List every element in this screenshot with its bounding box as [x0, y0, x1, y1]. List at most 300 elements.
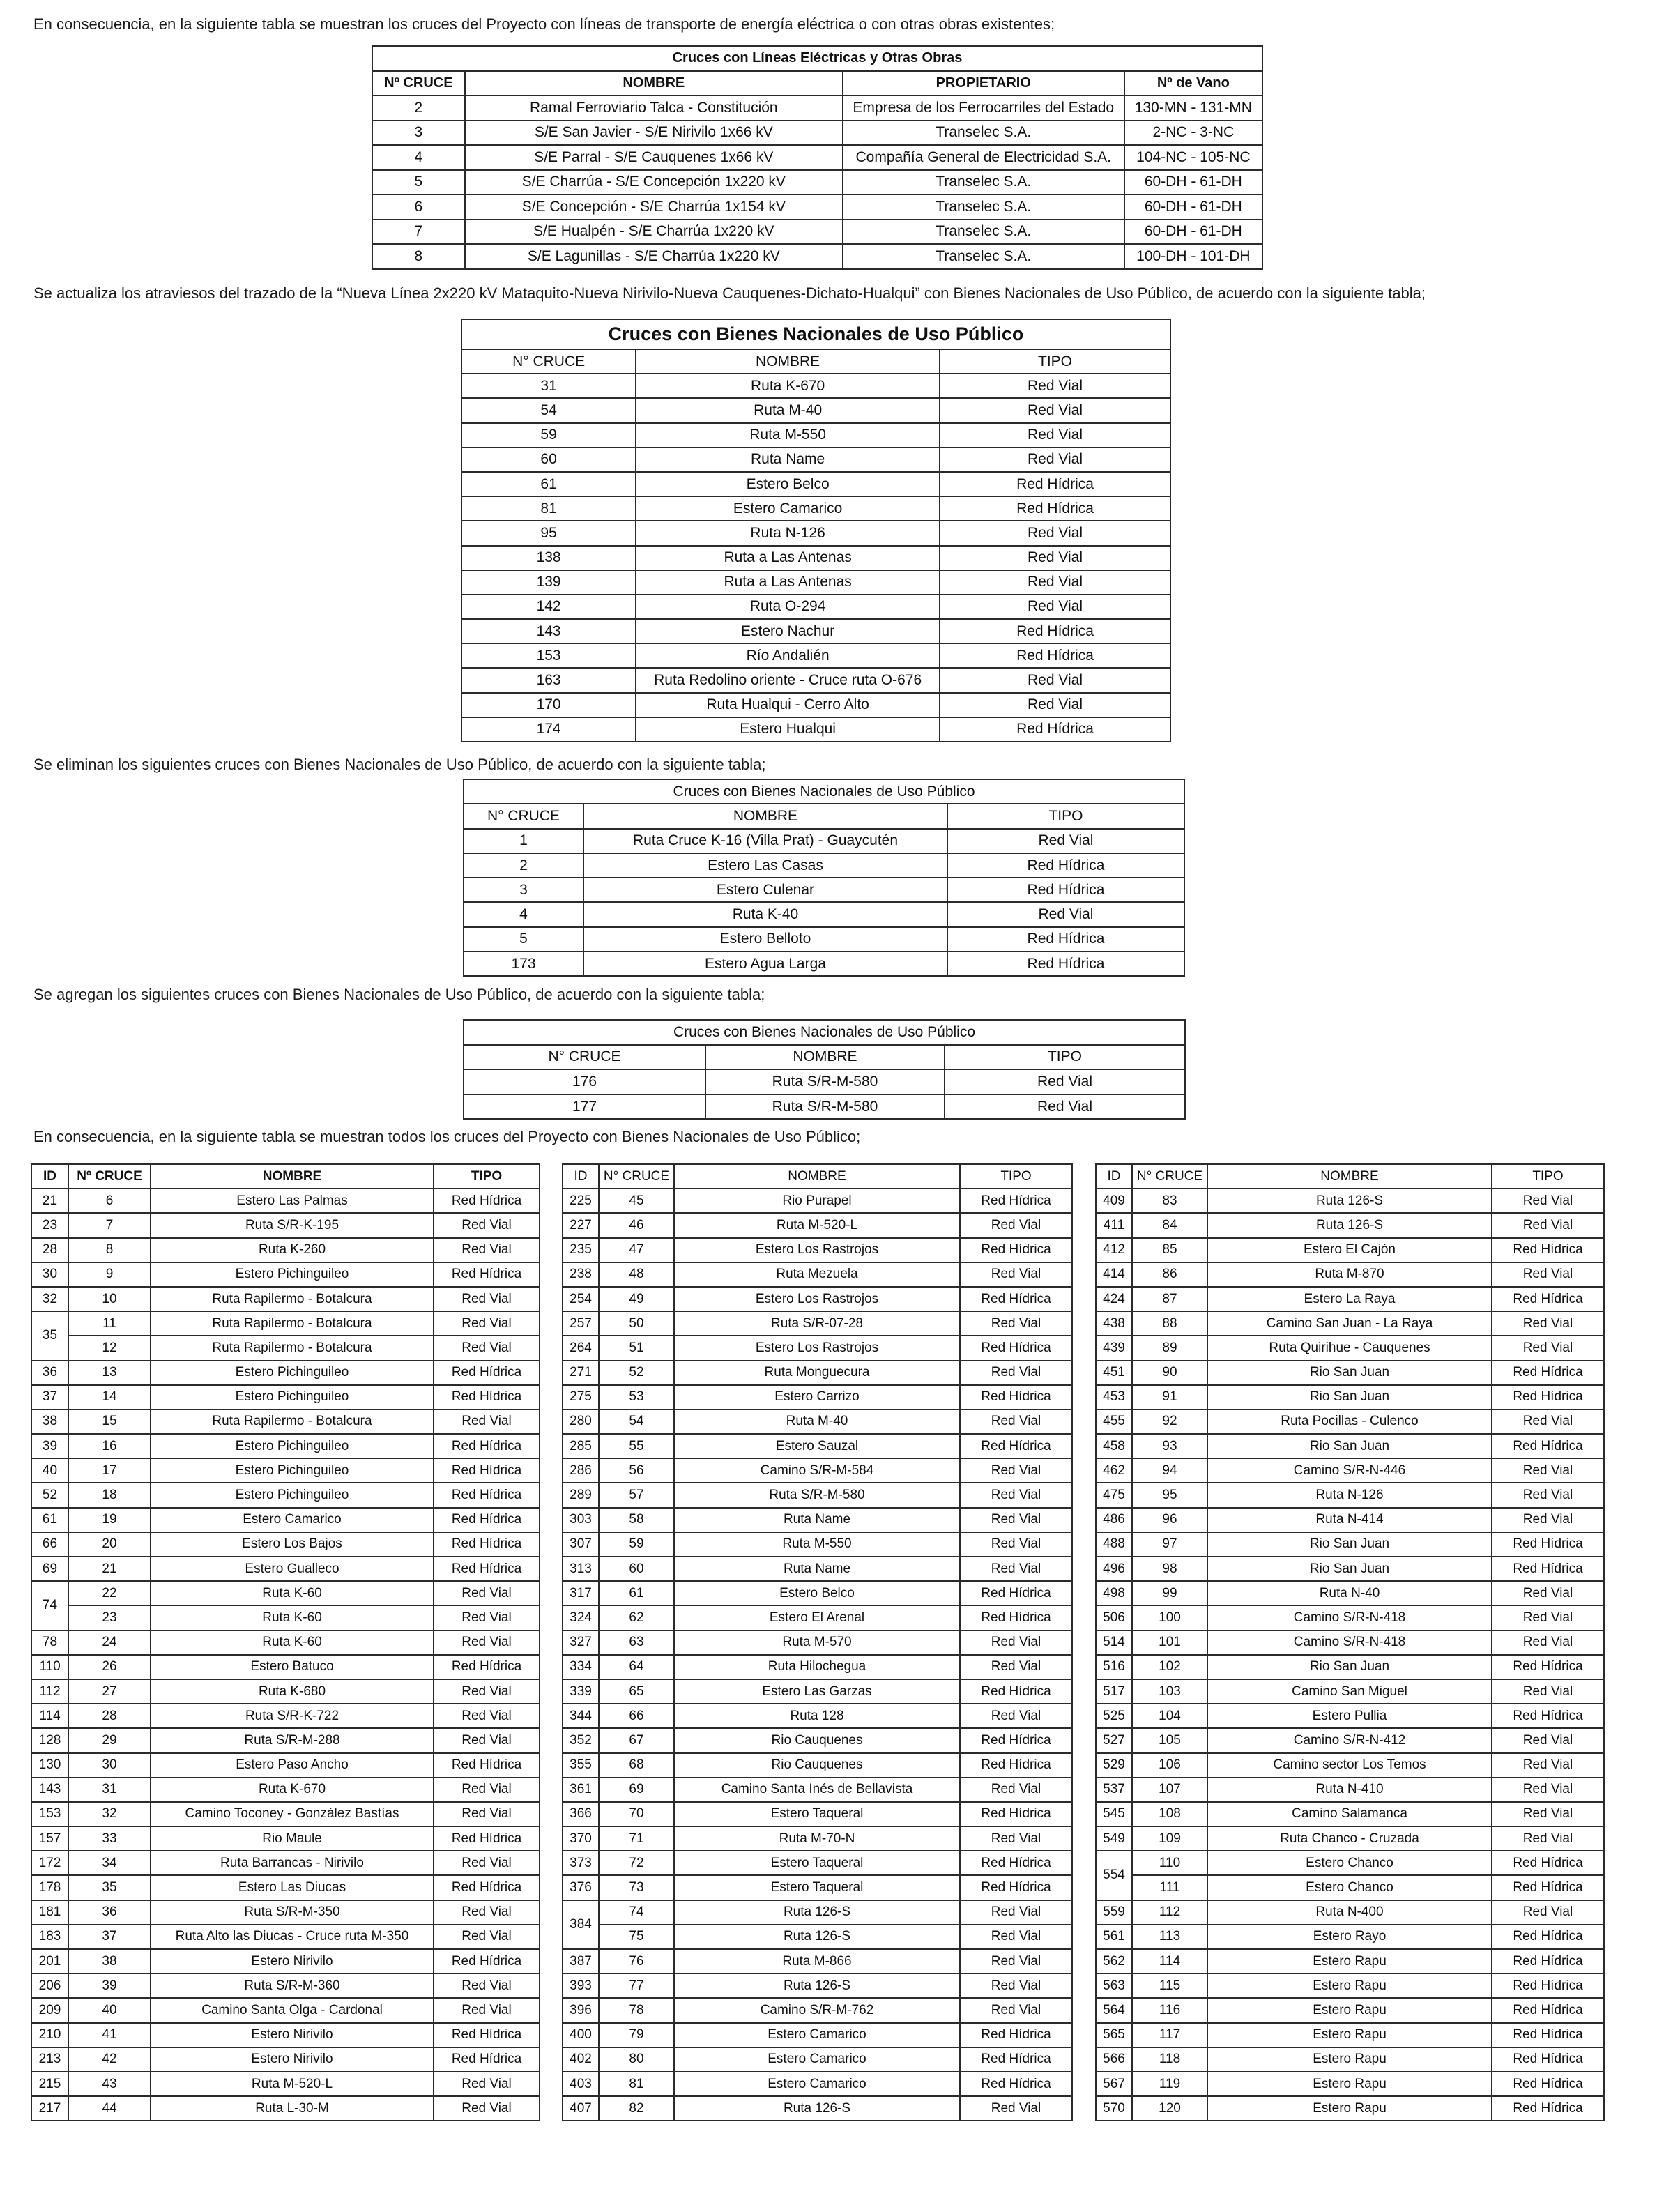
- table-cell: Red Vial: [960, 1213, 1072, 1237]
- table-row: [31, 1336, 540, 1360]
- table-cell: 91: [1132, 1385, 1207, 1410]
- table-row: [1096, 1949, 1604, 1973]
- table-cell: 90: [1132, 1361, 1207, 1385]
- table-cell: Red Vial: [960, 1361, 1072, 1385]
- table-row: [1096, 1851, 1604, 1875]
- table-row: [1096, 1802, 1604, 1826]
- table-cell: Estero Carrizo: [674, 1385, 960, 1410]
- table-cell: Red Hídrica: [1492, 1238, 1604, 1262]
- id-cell: 407: [563, 2096, 599, 2121]
- table-row: [563, 1851, 1072, 1875]
- table-cell: Red Hídrica: [940, 496, 1170, 521]
- id-cell: 157: [31, 1826, 68, 1851]
- table-row: [1096, 1361, 1604, 1385]
- id-cell: 257: [563, 1311, 599, 1336]
- table-cell: Red Vial: [960, 1925, 1072, 1949]
- table-cell: 41: [68, 2023, 151, 2047]
- table-row: [1096, 1410, 1604, 1434]
- table-cell: 107: [1132, 1778, 1207, 1802]
- table-cell: 7: [372, 220, 465, 245]
- table-cell: Red Hídrica: [947, 952, 1184, 976]
- table-row: [461, 374, 1170, 398]
- table-cell: 163: [461, 668, 636, 692]
- table-row: [31, 1287, 540, 1311]
- table-cell: S/E Lagunillas - S/E Charrúa 1x220 kV: [465, 244, 843, 269]
- table-row: [563, 1532, 1072, 1557]
- table-cell: Ramal Ferroviario Talca - Constitución: [465, 96, 843, 121]
- table-row: [31, 2072, 540, 2096]
- table-row: [464, 1094, 1185, 1120]
- table-cell: Red Vial: [940, 595, 1170, 619]
- table-row: [372, 96, 1262, 121]
- table-row: [563, 1973, 1072, 1998]
- table-cell: Estero Belco: [636, 472, 940, 496]
- table-cell: 29: [68, 1728, 151, 1752]
- id-cell: 451: [1096, 1361, 1132, 1385]
- table-cell: Ruta N-400: [1207, 1900, 1492, 1925]
- table-cell: Red Vial: [960, 1557, 1072, 1581]
- table-cell: Red Vial: [940, 448, 1170, 472]
- table-cell: Red Vial: [960, 1483, 1072, 1507]
- table-cell: 60-DH - 61-DH: [1124, 170, 1262, 195]
- table-cell: Ruta 126-S: [674, 1925, 960, 1949]
- id-cell: 74: [31, 1581, 68, 1630]
- table-cell: Red Hídrica: [960, 1802, 1072, 1826]
- table-cell: 50: [599, 1311, 674, 1336]
- table-cell: 111: [1132, 1875, 1207, 1900]
- table-cell: Red Hídrica: [434, 1826, 540, 1851]
- table-row: [563, 1753, 1072, 1778]
- table-cell: 6: [68, 1189, 151, 1213]
- table-row: [563, 1631, 1072, 1655]
- id-cell: 506: [1096, 1605, 1132, 1630]
- id-cell: 496: [1096, 1557, 1132, 1581]
- table-cell: Red Vial: [960, 1998, 1072, 2022]
- table-cell: 30: [68, 1753, 151, 1778]
- table-row: [1096, 1998, 1604, 2022]
- table-cell: Red Vial: [940, 570, 1170, 595]
- table-cell: Red Vial: [960, 1458, 1072, 1483]
- table-cell: 32: [68, 1802, 151, 1826]
- table-cell: Estero Nirivilo: [151, 2023, 434, 2047]
- table-cell: Ruta O-294: [636, 595, 940, 619]
- table-row: [563, 1336, 1072, 1360]
- table-cell: Ruta Rapilermo - Botalcura: [151, 1336, 434, 1360]
- table-cell: 113: [1132, 1925, 1207, 1949]
- table-cell: Red Hídrica: [1492, 1949, 1604, 1973]
- id-cell: 559: [1096, 1900, 1132, 1925]
- id-cell: 21: [31, 1189, 68, 1213]
- table-cell: 6: [372, 194, 465, 220]
- id-cell: 562: [1096, 1949, 1132, 1973]
- table-row: [464, 927, 1184, 952]
- table-cell: 4: [372, 145, 465, 170]
- table-cell: Red Vial: [1492, 1262, 1604, 1287]
- table-cell: Estero Pullia: [1207, 1704, 1492, 1728]
- table-cell: 143: [461, 619, 636, 643]
- table-row: [563, 1458, 1072, 1483]
- table-cell: Estero Sauzal: [674, 1434, 960, 1458]
- table-cell: 60: [599, 1557, 674, 1581]
- table-cell: 36: [68, 1900, 151, 1925]
- table-cell: 95: [1132, 1483, 1207, 1507]
- table-cell: Ruta S/R-M-360: [151, 1973, 434, 1998]
- id-cell: 411: [1096, 1213, 1132, 1237]
- id-cell: 355: [563, 1753, 599, 1778]
- table-cell: 2: [372, 96, 465, 121]
- header-row: [464, 804, 1184, 828]
- table-cell: Red Vial: [434, 1679, 540, 1704]
- table-row: [372, 194, 1262, 220]
- id-cell: 61: [31, 1508, 68, 1532]
- table-cell: 54: [599, 1410, 674, 1434]
- table-row: [31, 1704, 540, 1728]
- table-cell: Red Hídrica: [960, 1581, 1072, 1605]
- table-cell: Ruta Pocillas - Culenco: [1207, 1410, 1492, 1434]
- table-cell: Ruta Redolino oriente - Cruce ruta O-676: [636, 668, 940, 692]
- table-cell: Camino Salamanca: [1207, 1802, 1492, 1826]
- id-cell: 213: [31, 2047, 68, 2072]
- table-cell: Ruta Name: [674, 1557, 960, 1581]
- table-row: [1096, 1655, 1604, 1679]
- table-cell: 7: [68, 1213, 151, 1237]
- table-row: [1096, 2096, 1604, 2121]
- table-cell: Red Vial: [960, 1900, 1072, 1925]
- table-cell: Red Hídrica: [1492, 1385, 1604, 1410]
- table-cell: Red Hídrica: [960, 1385, 1072, 1410]
- table-cell: Red Hídrica: [960, 2047, 1072, 2072]
- table-row: [563, 1508, 1072, 1532]
- table-cell: 18: [68, 1483, 151, 1507]
- table-row: [1096, 1605, 1604, 1630]
- table-cell: Estero Pichinguileo: [151, 1262, 434, 1287]
- table-cell: Estero Los Rastrojos: [674, 1287, 960, 1311]
- paragraph-added: Se agregan los siguientes cruces con Bienes Nacionales de Uso Público, de acuerdo con la siguiente tabla;: [33, 986, 765, 1003]
- table-row: [461, 595, 1170, 619]
- column-header: TIPO: [945, 1045, 1185, 1070]
- table-cell: Red Vial: [434, 1213, 540, 1237]
- table-row: [563, 1213, 1072, 1237]
- column-header: N° CRUCE: [599, 1164, 674, 1189]
- table-row: [1096, 1631, 1604, 1655]
- table-cell: 15: [68, 1410, 151, 1434]
- table-cell: 63: [599, 1631, 674, 1655]
- table-cell: Ruta S/R-M-580: [705, 1069, 945, 1094]
- table-row: [563, 1434, 1072, 1458]
- table-cell: 84: [1132, 1213, 1207, 1237]
- column-header: NOMBRE: [636, 349, 940, 374]
- column-header: Nº de Vano: [1124, 71, 1262, 96]
- table-cell: 79: [599, 2023, 674, 2047]
- table-cell: Ruta S/R-K-722: [151, 1704, 434, 1728]
- id-cell: 564: [1096, 1998, 1132, 2022]
- id-cell: 339: [563, 1679, 599, 1704]
- table-cell: 19: [68, 1508, 151, 1532]
- id-cell: 178: [31, 1875, 68, 1900]
- table-cell: 3: [372, 121, 465, 146]
- table-cell: Ruta Rapilermo - Botalcura: [151, 1287, 434, 1311]
- table-row: [31, 2023, 540, 2047]
- table-cell: 45: [599, 1189, 674, 1213]
- table-cell: 58: [599, 1508, 674, 1532]
- table-cell: 95: [461, 521, 636, 545]
- table-cell: Red Hídrica: [947, 853, 1184, 878]
- table-cell: 21: [68, 1557, 151, 1581]
- table-cell: Red Vial: [434, 1925, 540, 1949]
- table-cell: 81: [599, 2072, 674, 2096]
- id-cell: 455: [1096, 1410, 1132, 1434]
- table-cell: S/E Concepción - S/E Charrúa 1x154 kV: [465, 194, 843, 220]
- table-cell: Estero Taqueral: [674, 1851, 960, 1875]
- id-cell: 38: [31, 1410, 68, 1434]
- table-cell: Red Vial: [1492, 1410, 1604, 1434]
- column-header: NOMBRE: [674, 1164, 960, 1189]
- table-cell: Estero Pichinguileo: [151, 1458, 434, 1483]
- table-cell: 64: [599, 1655, 674, 1679]
- table-row: [31, 1189, 540, 1213]
- table-cell: Red Vial: [940, 521, 1170, 545]
- table-row: [31, 1728, 540, 1752]
- table-row: [31, 1631, 540, 1655]
- table-cell: Red Hídrica: [434, 1434, 540, 1458]
- table-cell: Rio San Juan: [1207, 1557, 1492, 1581]
- table-cell: Red Vial: [1492, 1778, 1604, 1802]
- table-cell: Red Vial: [434, 1728, 540, 1752]
- header-row: [31, 1164, 540, 1189]
- table-cell: 31: [68, 1778, 151, 1802]
- id-cell: 561: [1096, 1925, 1132, 1949]
- table-row: [464, 952, 1184, 976]
- table-cell: 40: [68, 1998, 151, 2022]
- table-cell: Ruta Name: [636, 448, 940, 472]
- column-header: PROPIETARIO: [843, 71, 1124, 96]
- table-cell: 35: [68, 1875, 151, 1900]
- table-cell: Ruta L-30-M: [151, 2096, 434, 2121]
- table-cell: 33: [68, 1826, 151, 1851]
- table-cell: Ruta Name: [674, 1508, 960, 1532]
- table-cell: Estero Camarico: [674, 2047, 960, 2072]
- table-cell: 47: [599, 1238, 674, 1262]
- table-cell: Red Vial: [434, 1311, 540, 1336]
- table-row: [563, 1925, 1072, 1949]
- table-cell: Red Hídrica: [1492, 2072, 1604, 2096]
- table-cell: 10: [68, 1287, 151, 1311]
- table-cell: Ruta S/R-07-28: [674, 1311, 960, 1336]
- table-cell: Red Vial: [434, 1900, 540, 1925]
- table-cell: Red Hídrica: [434, 1508, 540, 1532]
- table-row: [31, 1802, 540, 1826]
- table-row: [461, 717, 1170, 742]
- table-cell: Estero Rapu: [1207, 1998, 1492, 2022]
- table-cell: Red Hídrica: [940, 643, 1170, 668]
- table-cell: 119: [1132, 2072, 1207, 2096]
- table-cell: Red Hídrica: [1492, 1287, 1604, 1311]
- table-cell: Estero Pichinguileo: [151, 1361, 434, 1385]
- table-cell: Red Vial: [960, 1949, 1072, 1973]
- table-row: [372, 220, 1262, 245]
- table-cell: Red Vial: [960, 1973, 1072, 1998]
- table-cell: Red Hídrica: [1492, 1998, 1604, 2022]
- table-row: [1096, 1262, 1604, 1287]
- table-cell: Red Vial: [434, 2072, 540, 2096]
- table-cell: 105: [1132, 1728, 1207, 1752]
- id-cell: 366: [563, 1802, 599, 1826]
- table-cell: Transelec S.A.: [843, 170, 1124, 195]
- table-cell: Transelec S.A.: [843, 220, 1124, 245]
- column-header: NOMBRE: [583, 804, 947, 828]
- header-row: [372, 71, 1262, 96]
- table-row: [31, 1434, 540, 1458]
- table-row: [461, 521, 1170, 545]
- table-row: [1096, 1434, 1604, 1458]
- id-cell: 78: [31, 1631, 68, 1655]
- table-row: [1096, 1973, 1604, 1998]
- id-cell: 217: [31, 2096, 68, 2121]
- table-cell: 8: [68, 1238, 151, 1262]
- table-cell: 118: [1132, 2047, 1207, 2072]
- header-row: [461, 349, 1170, 374]
- table-cell: Estero Las Palmas: [151, 1189, 434, 1213]
- table-cell: Estero Belco: [674, 1581, 960, 1605]
- table-cell: Red Hídrica: [434, 1949, 540, 1973]
- id-cell: 412: [1096, 1238, 1132, 1262]
- table-row: [31, 1851, 540, 1875]
- table-row: [31, 1679, 540, 1704]
- table-cell: 1: [464, 829, 583, 853]
- table-cell: 139: [461, 570, 636, 595]
- table-row: [563, 1826, 1072, 1851]
- table-cell: Red Vial: [940, 423, 1170, 448]
- table-cell: Red Vial: [434, 1605, 540, 1630]
- table-cell: Ruta K-680: [151, 1679, 434, 1704]
- all-crossings-table-1: [31, 1163, 540, 2121]
- id-cell: 130: [31, 1753, 68, 1778]
- table-row: [1096, 1189, 1604, 1213]
- table-cell: Ruta K-60: [151, 1631, 434, 1655]
- table-cell: Estero Rapu: [1207, 1949, 1492, 1973]
- table-row: [1096, 1900, 1604, 1925]
- id-cell: 40: [31, 1458, 68, 1483]
- table-row: [31, 2047, 540, 2072]
- table-row: [1096, 2047, 1604, 2072]
- id-cell: 570: [1096, 2096, 1132, 2121]
- table-cell: Estero Camarico: [674, 2072, 960, 2096]
- id-cell: 286: [563, 1458, 599, 1483]
- table-cell: 2: [464, 853, 583, 878]
- id-cell: 285: [563, 1434, 599, 1458]
- table-cell: Ruta S/R-M-580: [674, 1483, 960, 1507]
- table-cell: Ruta 128: [674, 1704, 960, 1728]
- table-row: [31, 1385, 540, 1410]
- table-cell: Estero Taqueral: [674, 1875, 960, 1900]
- id-cell: 424: [1096, 1287, 1132, 1311]
- table-cell: Rio Cauquenes: [674, 1753, 960, 1778]
- table-cell: Red Vial: [434, 1778, 540, 1802]
- table-cell: S/E Charrúa - S/E Concepción 1x220 kV: [465, 170, 843, 195]
- table-cell: Red Hídrica: [434, 2023, 540, 2047]
- table-cell: 61: [461, 472, 636, 496]
- id-cell: 344: [563, 1704, 599, 1728]
- column-header: N° CRUCE: [464, 1045, 705, 1070]
- table-cell: Transelec S.A.: [843, 244, 1124, 269]
- table-cell: 83: [1132, 1189, 1207, 1213]
- table-cell: 87: [1132, 1287, 1207, 1311]
- table-cell: 88: [1132, 1311, 1207, 1336]
- id-cell: 352: [563, 1728, 599, 1752]
- id-cell: 52: [31, 1483, 68, 1507]
- id-cell: 206: [31, 1973, 68, 1998]
- header-row: [563, 1164, 1072, 1189]
- table-row: [461, 668, 1170, 692]
- table-cell: 142: [461, 595, 636, 619]
- id-cell: 462: [1096, 1458, 1132, 1483]
- table-cell: Red Hídrica: [434, 1189, 540, 1213]
- table-cell: Red Hídrica: [1492, 1875, 1604, 1900]
- table-cell: Camino S/R-N-446: [1207, 1458, 1492, 1483]
- table-cell: 75: [599, 1925, 674, 1949]
- table-row: [563, 2023, 1072, 2047]
- id-cell: 400: [563, 2023, 599, 2047]
- table-cell: Ruta Chanco - Cruzada: [1207, 1826, 1492, 1851]
- id-cell: 376: [563, 1875, 599, 1900]
- table-cell: Red Hídrica: [960, 1238, 1072, 1262]
- table-cell: Red Vial: [434, 1973, 540, 1998]
- table-cell: 37: [68, 1925, 151, 1949]
- table-cell: Ruta Quirihue - Cauquenes: [1207, 1336, 1492, 1360]
- id-cell: 271: [563, 1361, 599, 1385]
- table-row: [31, 1532, 540, 1557]
- table-cell: Compañía General de Electricidad S.A.: [843, 145, 1124, 170]
- table-cell: Red Vial: [947, 829, 1184, 853]
- column-header: NOMBRE: [1207, 1164, 1492, 1189]
- id-cell: 227: [563, 1213, 599, 1237]
- table-cell: 176: [464, 1069, 705, 1094]
- table-cell: Estero Los Bajos: [151, 1532, 434, 1557]
- column-header: NOMBRE: [465, 71, 843, 96]
- table-cell: 117: [1132, 2023, 1207, 2047]
- table-row: [31, 1753, 540, 1778]
- table-row: [31, 1483, 540, 1507]
- table-cell: 5: [464, 927, 583, 952]
- table-row: [372, 244, 1262, 269]
- id-cell: 438: [1096, 1311, 1132, 1336]
- table-cell: Ruta S/R-M-350: [151, 1900, 434, 1925]
- id-cell: 201: [31, 1949, 68, 1973]
- table-cell: 81: [461, 496, 636, 521]
- table-cell: Red Vial: [960, 1631, 1072, 1655]
- removed-crossings-table: [463, 779, 1185, 977]
- table-row: [563, 2096, 1072, 2121]
- table-cell: 46: [599, 1213, 674, 1237]
- column-header: NOMBRE: [151, 1164, 434, 1189]
- table-cell: 120: [1132, 2096, 1207, 2121]
- table-row: [31, 1998, 540, 2022]
- table-cell: Río Andalién: [636, 643, 940, 668]
- table-cell: Red Hídrica: [434, 1458, 540, 1483]
- table-cell: 92: [1132, 1410, 1207, 1434]
- table-cell: Ruta Monguecura: [674, 1361, 960, 1385]
- table-row: [1096, 1311, 1604, 1336]
- all-crossings-table-2: [562, 1163, 1073, 2121]
- table-cell: Camino S/R-N-418: [1207, 1631, 1492, 1655]
- table-cell: 31: [461, 374, 636, 398]
- table-cell: Red Vial: [960, 2096, 1072, 2121]
- id-cell: 488: [1096, 1532, 1132, 1557]
- table-row: [31, 1581, 540, 1605]
- table-cell: Red Hídrica: [960, 1851, 1072, 1875]
- table-cell: 2-NC - 3-NC: [1124, 121, 1262, 146]
- id-cell: 254: [563, 1287, 599, 1311]
